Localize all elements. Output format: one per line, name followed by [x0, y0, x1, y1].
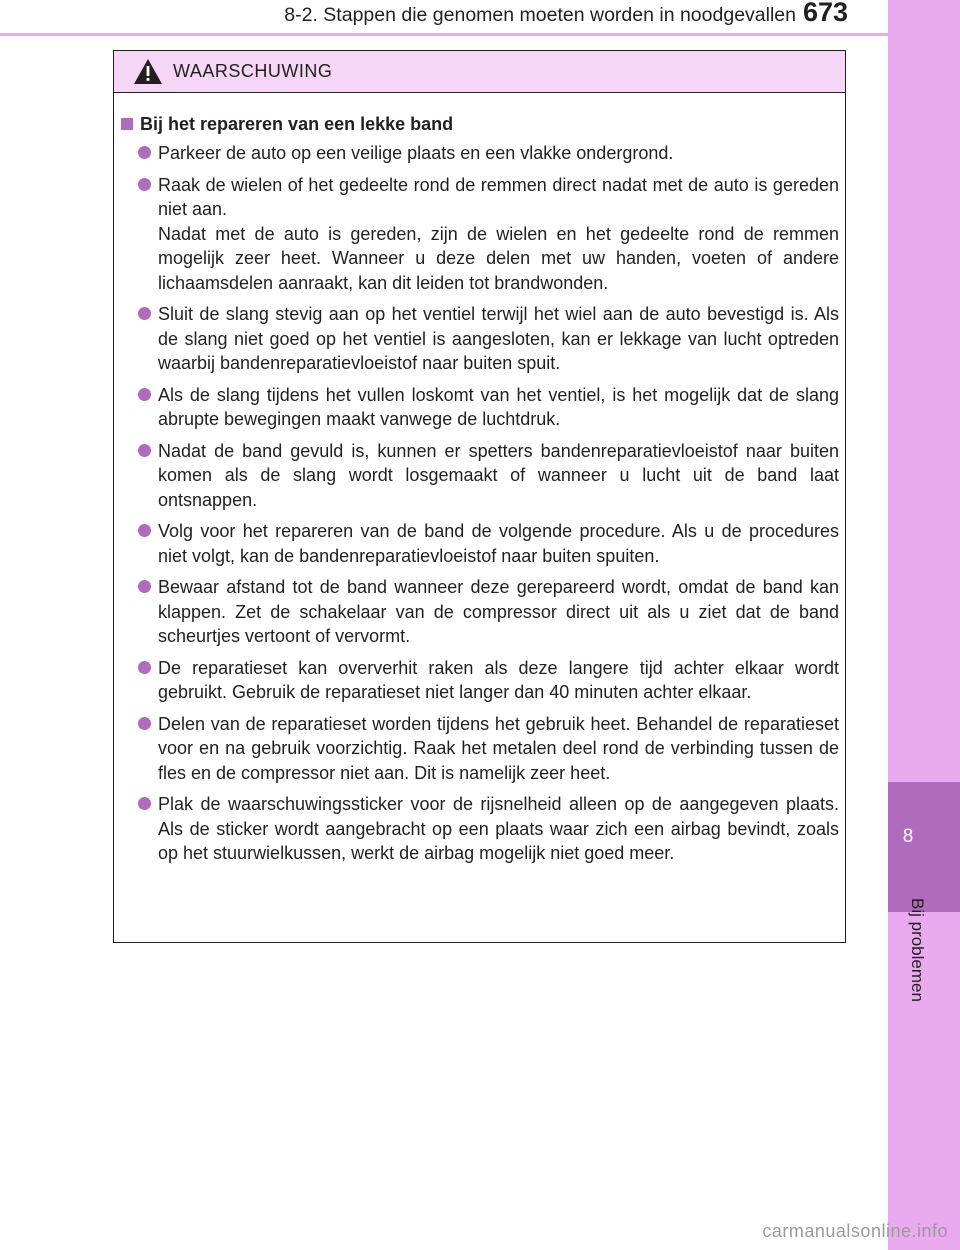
section-heading-text: Bij het repareren van een lekke band [140, 114, 454, 134]
warning-list [121, 141, 839, 866]
chapter-title: Bij problemen [908, 898, 927, 1002]
list-item-text: Plak de waarschuwingssticker voor de rijsnelheid alleen op de aangegeven plaats. Als de sticker wordt aangebracht op een plaats waar zich een airbag bevindt, zoals op het stuurwielkussen, werkt de airbag mogelijk niet goed meer. [158, 794, 839, 863]
square-bullet-icon [121, 118, 133, 130]
list-item-text: De reparatieset kan oververhit raken als deze langere tijd achter elkaar wordt gebruikt. Gebruik de reparatieset niet langer dan 40 minuten achter elkaar. [158, 657, 839, 702]
bullet-dot-icon [138, 146, 151, 159]
list-item [121, 439, 839, 513]
warning-triangle-icon [133, 58, 163, 85]
warning-body [114, 93, 845, 866]
footer-watermark: carmanualsonline.info [762, 1221, 948, 1241]
section-heading [121, 112, 839, 136]
list-item [121, 656, 839, 705]
chapter-number: 8 [902, 826, 914, 847]
list-item-text: Sluit de slang stevig aan op het ventiel terwijl het wiel aan de auto bevestigd is. Als de slang niet goed op het ventiel is aangesloten, kan er lekkage van lucht optreden waarbij bandenreparatievloeistof naar buiten spuit. [158, 304, 839, 373]
list-item-text: Als de slang tijdens het vullen loskomt van het ventiel, is het mogelijk dat de slang abrupte bewegingen maakt vanwege de luchtdruk. [158, 384, 839, 429]
header-rule [0, 33, 890, 36]
list-item [121, 302, 839, 376]
list-item-text: Parkeer de auto op een veilige plaats en een vlakke ondergrond. [158, 143, 674, 163]
bullet-dot-icon [138, 580, 151, 593]
list-item-text: Volg voor het repareren van de band de volgende procedure. Als u de procedures niet volgt, kan de bandenreparatievloeistof naar buiten spuiten. [158, 521, 839, 566]
list-item [121, 575, 839, 649]
list-item-text: Bewaar afstand tot de band wanneer deze gerepareerd wordt, omdat de band kan klappen. Zet de schakelaar van de compressor direct uit als u ziet dat de band scheurtjes vertoont of vervormt. [158, 577, 839, 646]
bullet-dot-icon [138, 524, 151, 537]
section-title: 8-2. Stappen die genomen moeten worden in noodgevallen [284, 4, 796, 26]
bullet-dot-icon [138, 717, 151, 730]
list-item [121, 173, 839, 296]
side-tab [888, 0, 960, 1250]
list-item [121, 141, 839, 166]
warning-title: WAARSCHUWING [173, 61, 333, 81]
bullet-dot-icon [138, 178, 151, 191]
bullet-dot-icon [138, 661, 151, 674]
list-item [121, 383, 839, 432]
warning-header [114, 51, 845, 93]
list-item-text: Raak de wielen of het gedeelte rond de remmen direct nadat met de auto is gereden niet aan. Nadat met de auto is gereden, zijn de wielen en het gedeelte rond de remmen mogelijk zeer heet. Wanneer u deze delen met uw handen, voeten of andere lichaamsdelen aanraakt, kan dit leiden tot brandwonden. [158, 174, 839, 293]
bullet-dot-icon [138, 444, 151, 457]
page-number: 673 [803, 0, 849, 27]
list-item [121, 792, 839, 866]
list-item-text: Nadat de band gevuld is, kunnen er spetters bandenreparatievloeistof naar buiten komen als de slang wordt losgemaakt of wanneer u lucht uit de band laat ontsnappen. [158, 440, 839, 510]
list-item-text: Delen van de reparatieset worden tijdens het gebruik heet. Behandel de reparatieset voor en na gebruik voorzichtig. Raak het metalen deel rond de verbinding tussen de fles en de compressor niet aan. Dit is namelijk zeer heet. [158, 713, 839, 783]
bullet-dot-icon [138, 307, 151, 320]
bullet-dot-icon [138, 388, 151, 401]
warning-box [113, 50, 846, 943]
bullet-dot-icon [138, 797, 151, 810]
list-item [121, 712, 839, 786]
list-item [121, 519, 839, 568]
